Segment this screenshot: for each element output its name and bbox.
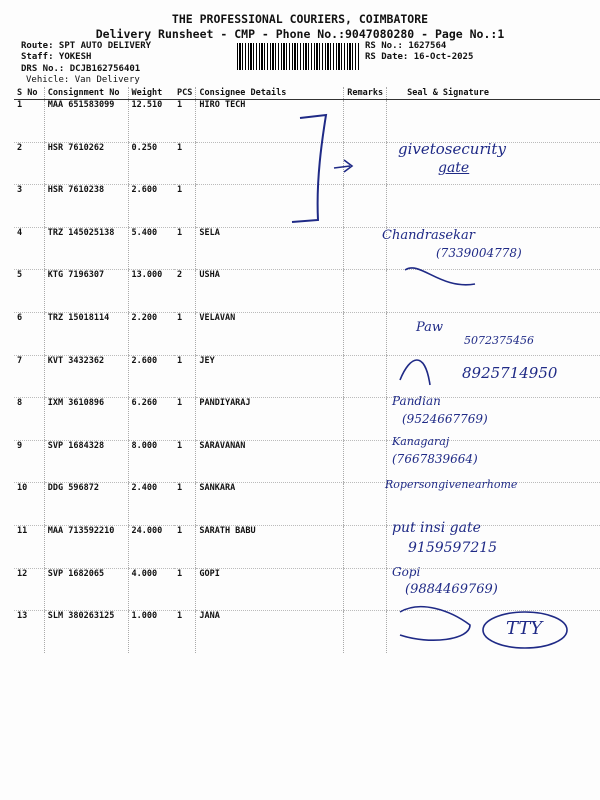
row-pcs: 1 xyxy=(174,312,196,355)
row-weight: 0.250 xyxy=(128,142,174,185)
row-consignee: SELA xyxy=(196,227,344,270)
hw-row10-note: Ropersongivenearhome xyxy=(385,478,518,491)
row-pcs: 1 xyxy=(174,185,196,228)
row-sno: 7 xyxy=(14,355,44,398)
row-weight: 6.260 xyxy=(128,398,174,441)
row-consignee: VELAVAN xyxy=(196,312,344,355)
row-sno: 10 xyxy=(14,483,44,526)
row-consignee: SARATH BABU xyxy=(196,525,344,568)
col-seal: Seal & Signature xyxy=(387,87,600,100)
row-sno: 8 xyxy=(14,398,44,441)
row-sno: 3 xyxy=(14,185,44,228)
hw-row7-phone: 8925714950 xyxy=(462,364,558,382)
staff-label: Staff: YOKESH xyxy=(21,52,92,62)
row-consignee: SANKARA xyxy=(196,483,344,526)
hw-row2-note: givetosecurity xyxy=(398,140,506,158)
hw-row11-phone: 9159597215 xyxy=(408,540,498,556)
row-consignment-no: KTG 7196307 xyxy=(44,270,128,313)
row-sno: 1 xyxy=(14,100,44,143)
row-sno: 4 xyxy=(14,227,44,270)
row-sno: 2 xyxy=(14,142,44,185)
hw-row12-name: Gopi xyxy=(392,565,421,579)
row-weight: 13.000 xyxy=(128,270,174,313)
row-consignee: PANDIYARAJ xyxy=(196,398,344,441)
hw-row9-phone: (7667839664) xyxy=(392,452,478,466)
row-sno: 6 xyxy=(14,312,44,355)
rs-no-label: RS No.: 1627564 xyxy=(365,41,447,51)
hw-row6-name: Paw xyxy=(416,320,444,335)
row-consignment-no: MAA 713592210 xyxy=(44,525,128,568)
row-sno: 13 xyxy=(17,611,28,622)
row-consignee: JEY xyxy=(196,355,344,398)
rs-date-label: RS Date: 16-Oct-2025 xyxy=(365,52,474,62)
row-pcs: 1 xyxy=(174,398,196,441)
row-sno: 12 xyxy=(14,568,44,611)
hw-row11-note: put insi gate xyxy=(392,520,481,536)
row-sno: 11 xyxy=(14,525,44,568)
runsheet-subtitle: Delivery Runsheet - CMP - Phone No.:9047080280 - Page No.:1 xyxy=(95,27,505,41)
row-consignee: USHA xyxy=(196,270,344,313)
row-weight: 2.400 xyxy=(128,483,174,526)
hw-row9-name: Kanagaraj xyxy=(392,435,450,448)
col-pcs: PCS xyxy=(174,87,196,100)
row-pcs: 1 xyxy=(174,227,196,270)
row-consignment-no: MAA 651583099 xyxy=(44,100,128,143)
row-sno: 5 xyxy=(14,270,44,313)
row-consignment-no: KVT 3432362 xyxy=(44,355,128,398)
route-label: Route: SPT AUTO DELIVERY xyxy=(21,41,152,51)
row-weight: 8.000 xyxy=(128,440,174,483)
row-pcs: 1 xyxy=(174,142,196,185)
row-pcs: 2 xyxy=(174,270,196,313)
row-weight: 2.600 xyxy=(128,355,174,398)
hw-row13-stamp: TTY xyxy=(506,618,543,639)
hw-row6-phone: 5072375456 xyxy=(464,334,534,347)
row-consignment-no: SLM 380263125 xyxy=(44,611,128,653)
hw-row12-phone: (9884469769) xyxy=(405,582,498,597)
row-consignment-no: TRZ 15018114 xyxy=(44,312,128,355)
col-weight: Weight xyxy=(128,87,174,100)
hw-row4-phone: (7339004778) xyxy=(436,246,522,260)
row-consignee: SARAVANAN xyxy=(196,440,344,483)
row-weight: 24.000 xyxy=(128,525,174,568)
row-pcs: 1 xyxy=(174,483,196,526)
row-pcs: 1 xyxy=(174,100,196,143)
row-pcs: 1 xyxy=(174,440,196,483)
hw-row8-phone: (9524667769) xyxy=(402,412,488,426)
hw-row8-name: Pandian xyxy=(392,394,441,408)
hw-row2-gate: gate xyxy=(438,160,470,176)
col-consignment: Consignment No xyxy=(44,87,128,100)
row-pcs: 1 xyxy=(174,568,196,611)
col-remarks: Remarks xyxy=(344,87,387,100)
row-consignment-no: HSR 7610238 xyxy=(44,185,128,228)
hw-row4-name: Chandrasekar xyxy=(382,228,475,243)
row-consignment-no: HSR 7610262 xyxy=(44,142,128,185)
row-consignment-no: TRZ 145025138 xyxy=(44,227,128,270)
row-weight: 5.400 xyxy=(128,227,174,270)
row-weight: 1.000 xyxy=(128,611,174,653)
vehicle-label: Vehicle: Van Delivery xyxy=(26,75,140,85)
row-weight: 2.600 xyxy=(128,185,174,228)
row-weight: 12.510 xyxy=(128,100,174,143)
row-weight: 4.000 xyxy=(128,568,174,611)
row-consignment-no: SVP 1682065 xyxy=(44,568,128,611)
row-consignment-no: DDG 596872 xyxy=(44,483,128,526)
row-consignee: HIRO TECH xyxy=(196,100,344,143)
row-consignment-no: SVP 1684328 xyxy=(44,440,128,483)
row-sno: 9 xyxy=(14,440,44,483)
row-consignee: GOPI xyxy=(196,568,344,611)
col-sno: S No xyxy=(14,87,44,100)
row-pcs: 1 xyxy=(174,525,196,568)
col-consignee: Consignee Details xyxy=(196,87,344,100)
row-pcs: 1 xyxy=(177,611,183,622)
row-weight: 2.200 xyxy=(128,312,174,355)
drs-label: DRS No.: DCJB162756401 xyxy=(21,64,141,74)
row-pcs: 1 xyxy=(174,355,196,398)
row-consignee: JANA xyxy=(196,611,344,653)
company-title: THE PROFESSIONAL COURIERS, COIMBATORE xyxy=(171,12,429,26)
row-consignment-no: IXM 3610896 xyxy=(44,398,128,441)
